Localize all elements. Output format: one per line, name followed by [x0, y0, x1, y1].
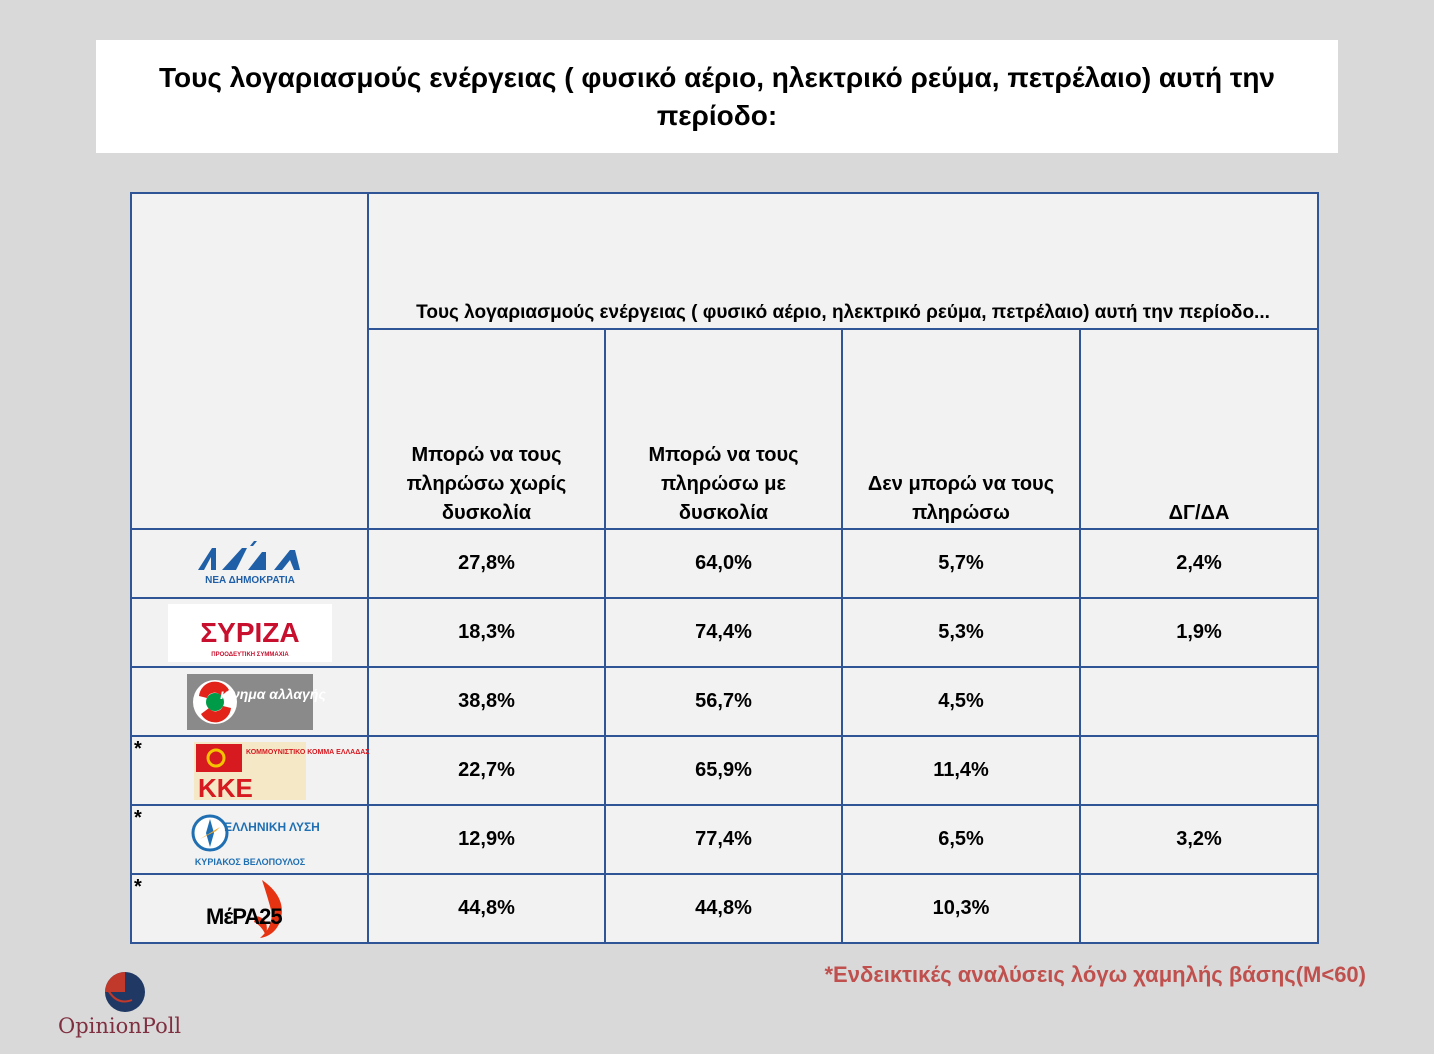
results-table: [130, 192, 1319, 944]
table-row: [131, 529, 1318, 598]
value-cell: [1080, 874, 1318, 943]
syriza-logo-text: ΣΥΡΙΖΑ: [199, 616, 300, 648]
kinal-logo: [187, 674, 326, 730]
value-cell: 22,7%: [368, 736, 605, 805]
column-header-text: Μπορώ να τους πληρώσω χωρίς δυσκολία: [406, 444, 567, 524]
syriza-logo: [168, 604, 332, 662]
value-cell: 44,8%: [605, 874, 842, 943]
mera25-logo: [204, 878, 296, 940]
value-cell: 27,8%: [368, 529, 605, 598]
value-cell: 74,4%: [605, 598, 842, 667]
party-cell-kinal: [131, 667, 368, 736]
kinal-logo-text: κίνημα αλλαγής: [219, 685, 326, 702]
column-header-text: ΔΓ/ΔΑ: [1168, 502, 1230, 524]
group-header: [368, 193, 1318, 329]
value-cell: 18,3%: [368, 598, 605, 667]
table-row: [131, 736, 1318, 805]
table-row: [131, 667, 1318, 736]
value-cell: 38,8%: [368, 667, 605, 736]
nd-logo-text: ΝΕΑ ΔΗΜΟΚΡΑΤΙΑ: [204, 574, 295, 586]
value-cell: 56,7%: [605, 667, 842, 736]
asterisk: *: [134, 876, 142, 898]
value-cell: 64,0%: [605, 529, 842, 598]
column-header-no-difficulty: [368, 329, 605, 529]
elliniki-lysi-logo-text: ΕΛΛΗΝΙΚΗ ΛΥΣΗ: [223, 819, 320, 834]
table-row: [131, 805, 1318, 874]
elliniki-lysi-logo: [186, 811, 320, 869]
asterisk: *: [134, 807, 142, 829]
party-cell-mera25: [131, 874, 368, 943]
value-cell: 4,5%: [842, 667, 1080, 736]
column-header-with-difficulty: [605, 329, 842, 529]
corner-cell: [131, 193, 368, 529]
value-cell: 1,9%: [1080, 598, 1318, 667]
value-cell: [1080, 736, 1318, 805]
table-row: [131, 874, 1318, 943]
value-cell: 77,4%: [605, 805, 842, 874]
value-cell: 5,7%: [842, 529, 1080, 598]
party-cell-syriza: [131, 598, 368, 667]
opinionpoll-brand-text: OpinionPoll: [58, 1014, 182, 1038]
column-header-text: Μπορώ να τους πληρώσω με δυσκολία: [648, 444, 799, 524]
value-cell: 12,9%: [368, 805, 605, 874]
party-cell-kke: [131, 736, 368, 805]
nd-logo: [190, 540, 310, 588]
elliniki-lysi-logo-subtext: ΚΥΡΙΑΚΟΣ ΒΕΛΟΠΟΥΛΟΣ: [194, 856, 305, 867]
value-cell: 5,3%: [842, 598, 1080, 667]
value-cell: 2,4%: [1080, 529, 1318, 598]
title-box: [96, 40, 1338, 153]
kke-logo: [194, 742, 369, 803]
kke-logo-text: ΚΚΕ: [197, 772, 253, 803]
column-header-cannot-pay: [842, 329, 1080, 529]
kke-logo-subtext: ΚΟΜΜΟΥΝΙΣΤΙΚΟ ΚΟΜΜΑ ΕΛΛΑΔΑΣ: [245, 748, 369, 756]
value-cell: 6,5%: [842, 805, 1080, 874]
opinionpoll-brand: [58, 970, 198, 1040]
asterisk: *: [134, 738, 142, 760]
value-cell: 10,3%: [842, 874, 1080, 943]
column-header-text: Δεν μπορώ να τους πληρώσω: [867, 473, 1055, 524]
party-cell-elliniki-lysi: [131, 805, 368, 874]
party-cell-nd: [131, 529, 368, 598]
value-cell: 3,2%: [1080, 805, 1318, 874]
value-cell: 11,4%: [842, 736, 1080, 805]
syriza-logo-subtext: ΠΡΟΟΔΕΥΤΙΚΗ ΣΥΜΜΑΧΙΑ: [210, 651, 289, 658]
group-header-text: Τους λογαριασμούς ενέργειας ( φυσικό αέριο, ηλεκτρικό ρεύμα, πετρέλαιο) αυτή την περίοδο...: [416, 302, 1270, 323]
mera25-logo-text: ΜέΡΑ25: [205, 903, 282, 929]
value-cell: 65,9%: [605, 736, 842, 805]
table-row: [131, 598, 1318, 667]
column-header-dk-na: [1080, 329, 1318, 529]
page-title: Τους λογαριασμούς ενέργειας ( φυσικό αέριο, ηλεκτρικό ρεύμα, πετρέλαιο) αυτή την περίοδο:: [159, 61, 1275, 131]
footnote: *Ενδεικτικές αναλύσεις λόγω χαμηλής βάσης(Μ<60): [824, 962, 1366, 987]
opinionpoll-logo-icon: [102, 970, 148, 1012]
value-cell: 44,8%: [368, 874, 605, 943]
value-cell: [1080, 667, 1318, 736]
